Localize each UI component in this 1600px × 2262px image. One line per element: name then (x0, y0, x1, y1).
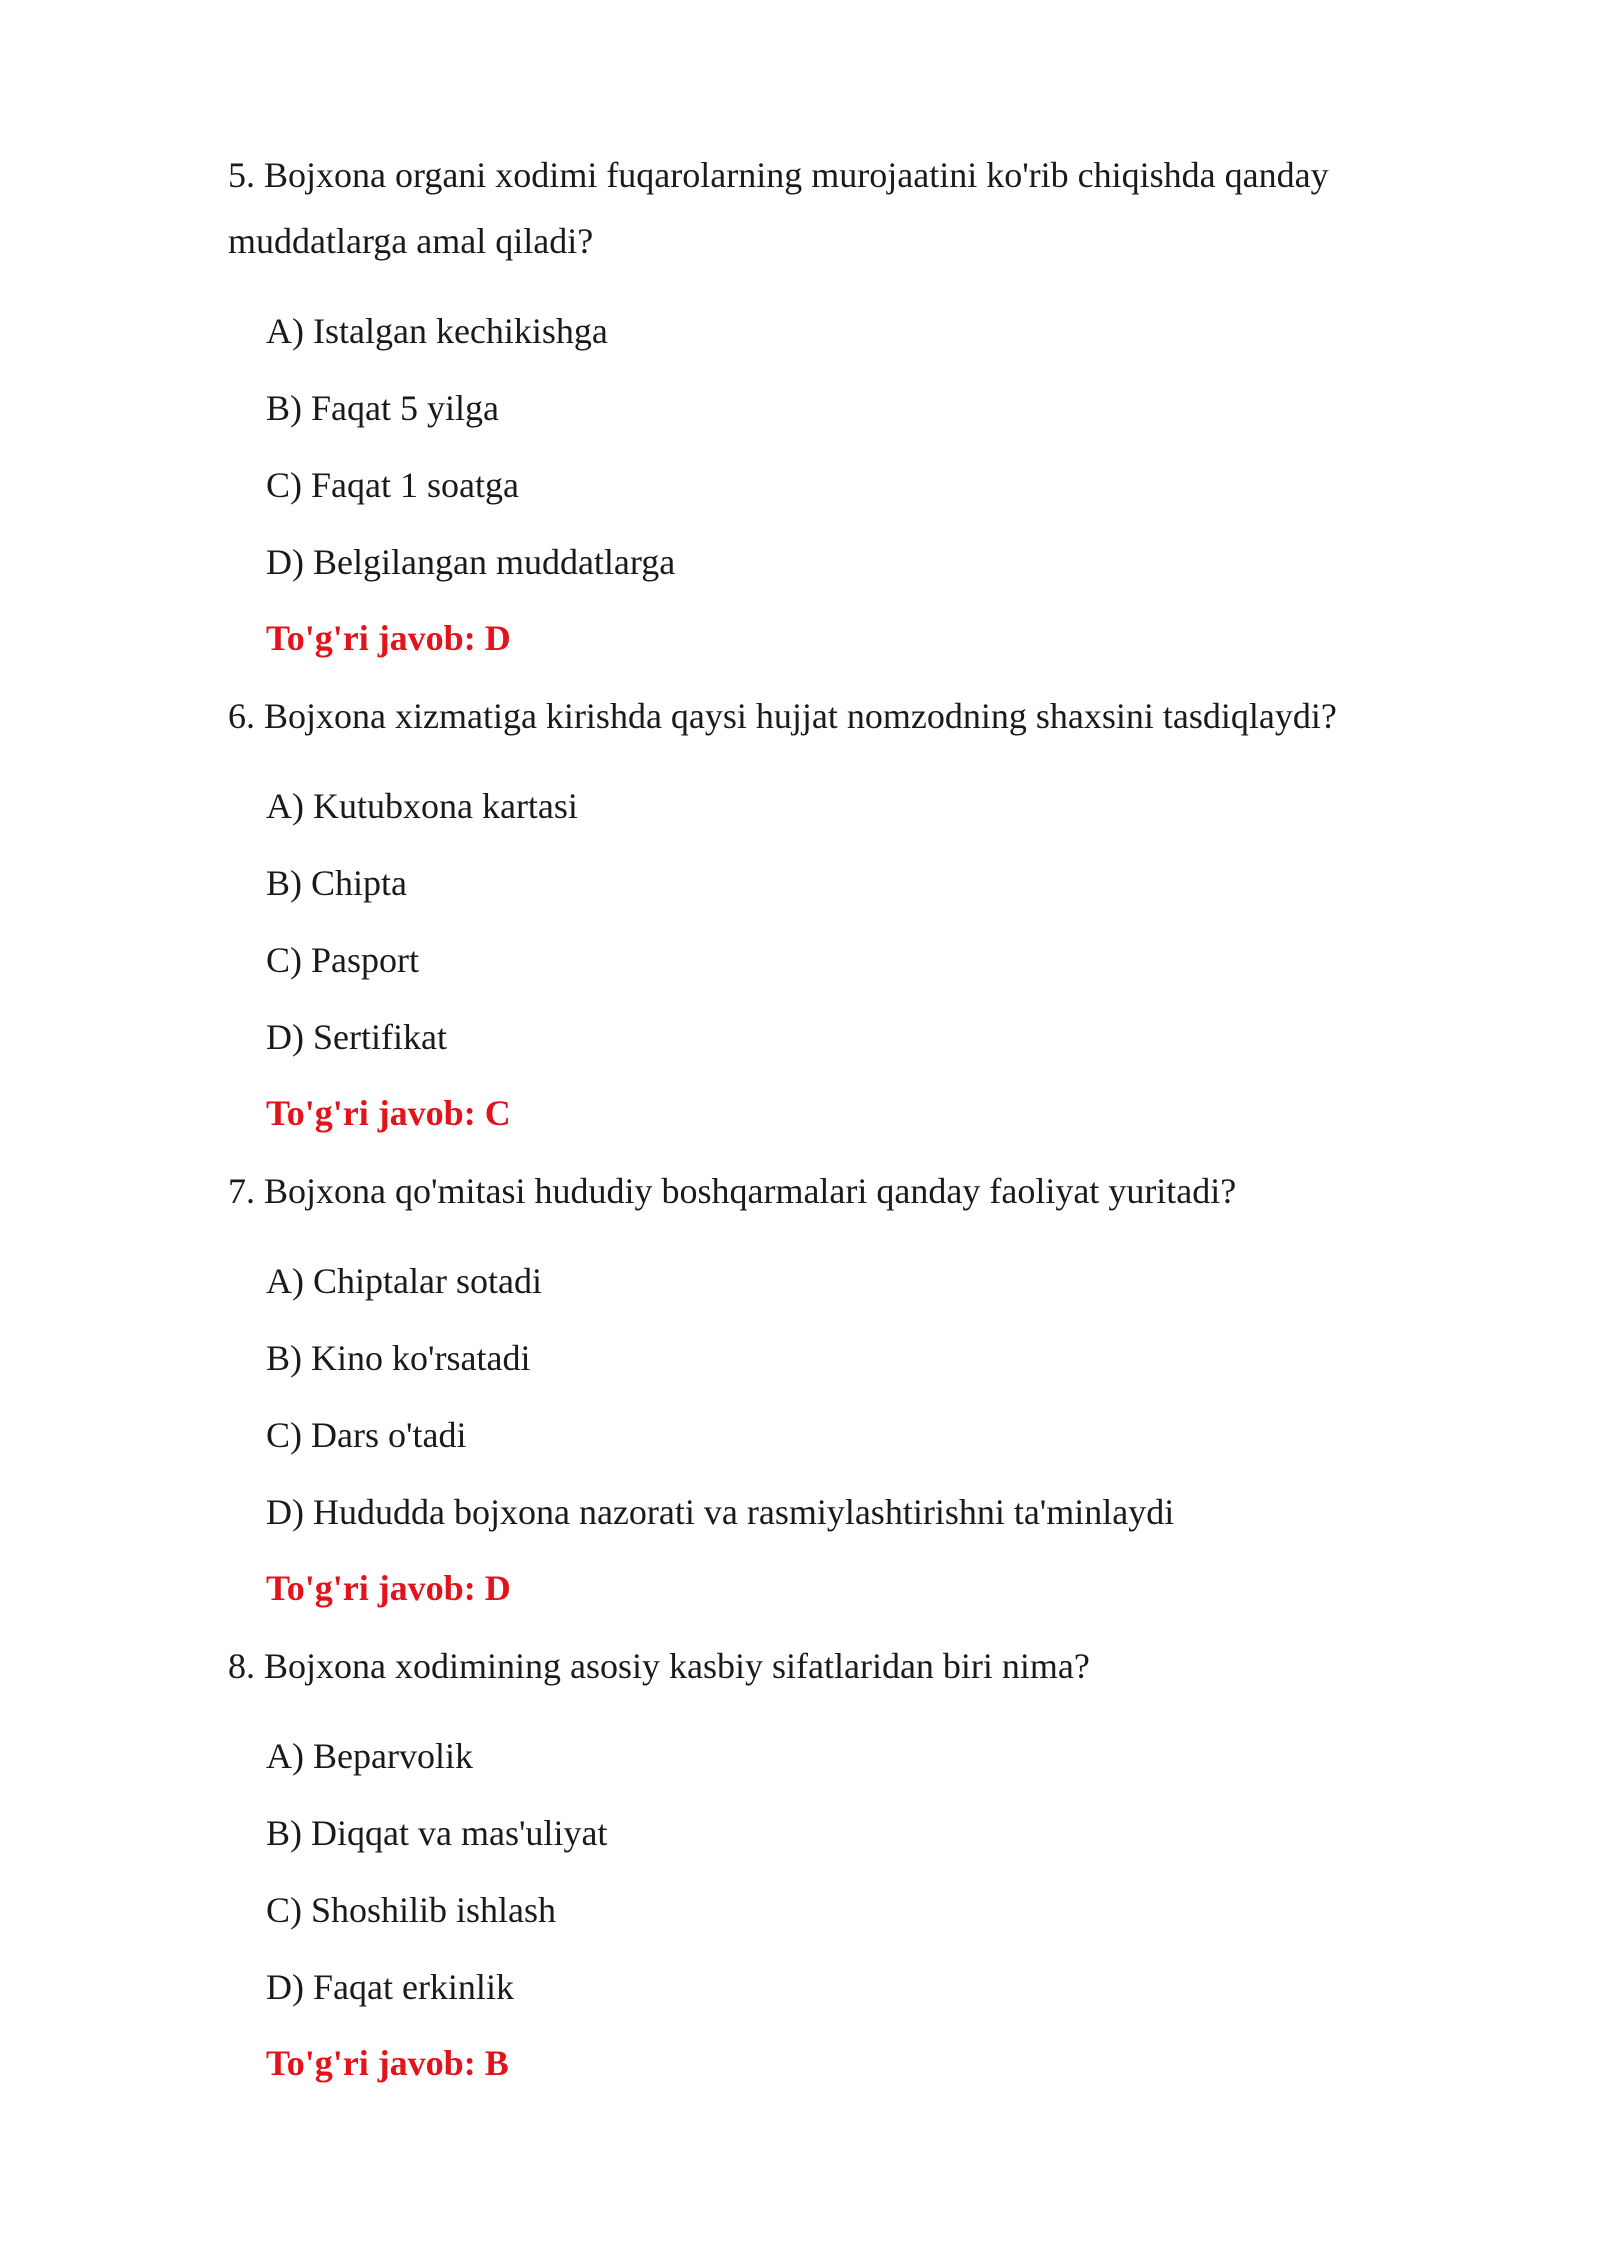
question-6-option-b: B) Chipta (266, 863, 407, 903)
question-5-option-a: A) Istalgan kechikishga (266, 311, 608, 351)
question-6-option-c: C) Pasport (266, 940, 419, 980)
question-7-option-d: D) Hududda bojxona nazorati va rasmiylashtirishni ta'minlaydi (266, 1492, 1175, 1532)
question-8-correct-answer: To'g'ri javob: B (266, 2043, 509, 2083)
question-5-text: 5. Bojxona organi xodimi fuqarolarning murojaatini ko'rib chiqishda qanday muddatlarga amal qiladi? (228, 155, 1329, 261)
question-8-text: 8. Bojxona xodimining asosiy kasbiy sifatlaridan biri nima? (228, 1646, 1090, 1686)
question-6-text: 6. Bojxona xizmatiga kirishda qaysi hujjat nomzodning shaxsini tasdiqlaydi? (228, 696, 1337, 736)
question-7-option-b: B) Kino ko'rsatadi (266, 1338, 531, 1378)
question-5-option-d: D) Belgilangan muddatlarga (266, 542, 676, 582)
question-7-option-a: A) Chiptalar sotadi (266, 1261, 542, 1301)
question-8-option-d: D) Faqat erkinlik (266, 1967, 514, 2007)
question-8-option-a: A) Beparvolik (266, 1736, 473, 1776)
question-7-correct-answer: To'g'ri javob: D (266, 1568, 511, 1608)
question-7-option-c: C) Dars o'tadi (266, 1415, 467, 1455)
question-5-option-b: B) Faqat 5 yilga (266, 388, 499, 428)
question-7-text: 7. Bojxona qo'mitasi hududiy boshqarmalari qanday faoliyat yuritadi? (228, 1171, 1237, 1211)
question-5-correct-answer: To'g'ri javob: D (266, 618, 511, 658)
question-6-option-a: A) Kutubxona kartasi (266, 786, 578, 826)
question-5-option-c: C) Faqat 1 soatga (266, 465, 519, 505)
question-8-option-c: C) Shoshilib ishlash (266, 1890, 557, 1930)
question-6-option-d: D) Sertifikat (266, 1017, 447, 1057)
question-6-correct-answer: To'g'ri javob: C (266, 1093, 511, 1133)
question-8-option-b: B) Diqqat va mas'uliyat (266, 1813, 608, 1853)
